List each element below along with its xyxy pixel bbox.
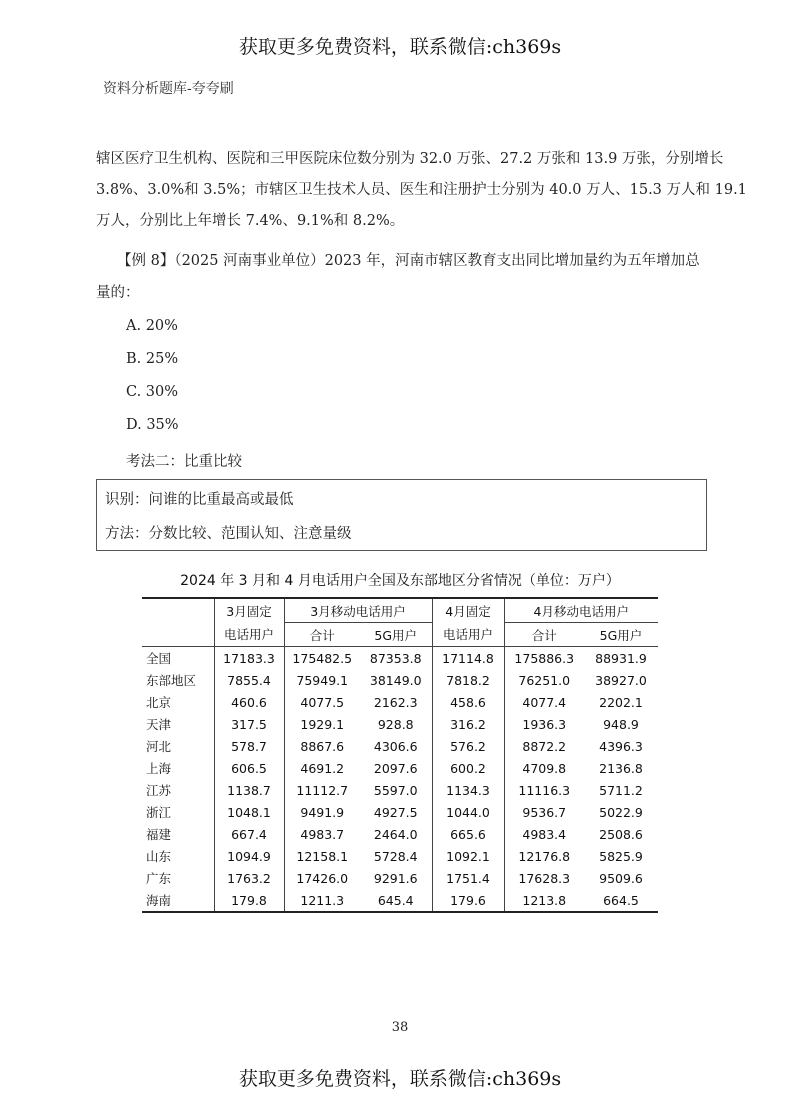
- method-heading: 考法二：比重比较: [126, 454, 242, 470]
- option-c: C. 30%: [126, 384, 179, 400]
- region-cell: 山东: [146, 849, 172, 864]
- value-cell: 1936.3: [504, 713, 584, 735]
- value-cell: 9491.9: [284, 801, 360, 823]
- region-cell: 浙江: [146, 805, 172, 820]
- value-cell: 38927.0: [595, 672, 647, 688]
- header-cell: 5G用户: [360, 623, 432, 647]
- value-cell: 4691.2: [284, 757, 360, 779]
- region-cell: 天津: [146, 717, 172, 732]
- value-cell: 1213.8: [504, 889, 584, 912]
- header-cell: 电话用户: [214, 623, 284, 647]
- value-cell: 578.7: [214, 735, 284, 757]
- value-cell: 7818.2: [432, 669, 504, 691]
- value-cell: 7855.4: [214, 669, 284, 691]
- table-row: [142, 713, 658, 735]
- value-cell: 9291.6: [373, 870, 418, 886]
- value-cell: 600.2: [432, 757, 504, 779]
- option-b: B. 25%: [126, 351, 179, 367]
- value-cell: 88931.9: [595, 650, 647, 666]
- option-a: A. 20%: [126, 318, 178, 334]
- value-cell: 4077.5: [284, 691, 360, 713]
- table-row: [142, 823, 658, 845]
- table-row: [142, 779, 658, 801]
- value-cell: 2162.3: [373, 694, 418, 710]
- table-row: [142, 647, 658, 670]
- header-cell: 电话用户: [432, 623, 504, 647]
- value-cell: 5597.0: [373, 782, 418, 798]
- bottom-banner: 获取更多免费资料，联系微信:ch369s: [238, 1068, 562, 1090]
- value-cell: 17183.3: [214, 647, 284, 670]
- value-cell: 179.8: [214, 889, 284, 912]
- header-cell: 4月移动电话用户: [504, 598, 658, 623]
- top-banner: 获取更多免费资料，联系微信:ch369s: [238, 36, 562, 58]
- table-row: [142, 889, 658, 912]
- value-cell: 1092.1: [432, 845, 504, 867]
- header-cell: 合计: [504, 623, 584, 647]
- value-cell: 1138.7: [214, 779, 284, 801]
- value-cell: 1763.2: [214, 867, 284, 889]
- table-row: [142, 669, 658, 691]
- value-cell: 664.5: [584, 889, 658, 912]
- value-cell: 179.6: [432, 889, 504, 912]
- value-cell: 11116.3: [504, 779, 584, 801]
- header-row-2: [142, 623, 658, 647]
- header-cell: 5G用户: [584, 623, 658, 647]
- table-row: [142, 845, 658, 867]
- value-cell: 87353.8: [369, 650, 422, 666]
- value-cell: 4077.4: [504, 691, 584, 713]
- value-cell: 1048.1: [214, 801, 284, 823]
- value-cell: 2464.0: [373, 826, 418, 842]
- data-table: [142, 597, 658, 913]
- intro-line: 辖区医疗卫生机构、医院和三甲医院床位数分别为 32.0 万张、27.2 万张和 13.9 万张，分别增长: [96, 151, 724, 167]
- value-cell: 175482.5: [284, 647, 360, 670]
- header-cell: 4月固定: [432, 598, 504, 623]
- value-cell: 5711.2: [599, 782, 643, 798]
- value-cell: 175886.3: [504, 647, 584, 670]
- region-cell: 全国: [146, 651, 172, 666]
- value-cell: 948.9: [603, 716, 639, 732]
- value-cell: 5022.9: [599, 804, 643, 820]
- value-cell: 2202.1: [599, 694, 643, 710]
- region-cell: 河北: [146, 739, 172, 754]
- header-blank: [142, 623, 214, 647]
- intro-line: 万人，分别比上年增长 7.4%、9.1%和 8.2%。: [96, 213, 405, 229]
- value-cell: 76251.0: [504, 669, 584, 691]
- value-cell: 928.8: [377, 716, 414, 732]
- value-cell: 75949.1: [284, 669, 360, 691]
- value-cell: 606.5: [214, 757, 284, 779]
- value-cell: 1044.0: [432, 801, 504, 823]
- value-cell: 576.2: [432, 735, 504, 757]
- value-cell: 2097.6: [373, 760, 418, 776]
- method-box: [96, 479, 707, 551]
- value-cell: 4306.6: [373, 738, 418, 754]
- subheader: 资料分析题库-夸夸刷: [103, 81, 234, 97]
- value-cell: 4709.8: [504, 757, 584, 779]
- header-row-1: [142, 598, 658, 623]
- value-cell: 317.5: [214, 713, 284, 735]
- table-row: [142, 801, 658, 823]
- table-row: [142, 757, 658, 779]
- value-cell: 1094.9: [214, 845, 284, 867]
- value-cell: 38149.0: [369, 672, 422, 688]
- header-blank: [142, 598, 214, 623]
- table-row: [142, 867, 658, 889]
- value-cell: 12158.1: [284, 845, 360, 867]
- value-cell: 5728.4: [373, 848, 418, 864]
- region-cell: 福建: [146, 827, 172, 842]
- example-stem-cont: 量的：: [96, 285, 140, 301]
- value-cell: 1929.1: [284, 713, 360, 735]
- page-number: 38: [391, 1020, 409, 1035]
- value-cell: 17426.0: [284, 867, 360, 889]
- header-cell: 3月固定: [214, 598, 284, 623]
- example-stem: 【例 8】（2025 河南事业单位）2023 年，河南市辖区教育支出同比增加量约为五年增加总: [117, 253, 700, 269]
- value-cell: 9509.6: [599, 870, 643, 886]
- intro-line: 3.8%、3.0%和 3.5%；市辖区卫生技术人员、医生和注册护士分别为 40.0 万人、15.3 万人和 19.1: [96, 182, 747, 198]
- value-cell: 2508.6: [599, 826, 643, 842]
- region-cell: 海南: [142, 889, 214, 912]
- value-cell: 4983.4: [504, 823, 584, 845]
- value-cell: 2136.8: [599, 760, 643, 776]
- value-cell: 4983.7: [284, 823, 360, 845]
- value-cell: 460.6: [214, 691, 284, 713]
- value-cell: 8872.2: [504, 735, 584, 757]
- value-cell: 458.6: [432, 691, 504, 713]
- region-cell: 东部地区: [146, 673, 197, 688]
- value-cell: 1751.4: [432, 867, 504, 889]
- value-cell: 17114.8: [432, 647, 504, 670]
- value-cell: 667.4: [214, 823, 284, 845]
- value-cell: 8867.6: [284, 735, 360, 757]
- table-row: [142, 691, 658, 713]
- table-title: 2024 年 3 月和 4 月电话用户全国及东部地区分省情况（单位：万户）: [180, 573, 620, 589]
- value-cell: 11112.7: [284, 779, 360, 801]
- box-line-identify: 识别：问谁的比重最高或最低: [105, 492, 294, 508]
- value-cell: 9536.7: [504, 801, 584, 823]
- header-cell: 合计: [284, 623, 360, 647]
- value-cell: 316.2: [432, 713, 504, 735]
- table-row: [142, 735, 658, 757]
- region-cell: 上海: [146, 761, 172, 776]
- value-cell: 4396.3: [599, 738, 643, 754]
- value-cell: 12176.8: [504, 845, 584, 867]
- value-cell: 1211.3: [284, 889, 360, 912]
- value-cell: 1134.3: [432, 779, 504, 801]
- value-cell: 645.4: [360, 889, 432, 912]
- header-cell: 3月移动电话用户: [284, 598, 432, 623]
- box-line-method: 方法：分数比较、范围认知、注意量级: [105, 526, 352, 542]
- value-cell: 17628.3: [504, 867, 584, 889]
- region-cell: 广东: [146, 871, 172, 886]
- value-cell: 5825.9: [599, 848, 643, 864]
- value-cell: 4927.5: [373, 804, 418, 820]
- region-cell: 江苏: [146, 783, 172, 798]
- region-cell: 北京: [146, 695, 172, 710]
- option-d: D. 35%: [126, 417, 179, 433]
- value-cell: 665.6: [432, 823, 504, 845]
